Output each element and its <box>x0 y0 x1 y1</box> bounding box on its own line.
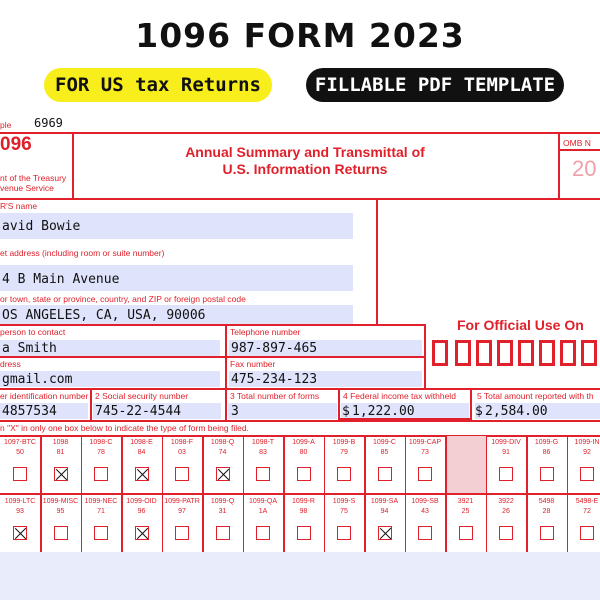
form-type-checkbox[interactable] <box>540 467 554 481</box>
form-type-name: 1099-Q <box>210 498 235 505</box>
email-value: gmail.com <box>2 372 73 387</box>
total-forms-label: 3 Total number of forms <box>230 391 320 401</box>
form-type-name: 1099-A <box>292 439 315 446</box>
city-value: OS ANGELES, CA, USA, 90006 <box>2 308 206 323</box>
form-title <box>140 144 470 178</box>
sample-code: 6969 <box>34 116 63 130</box>
form-type-code: 81 <box>56 449 65 456</box>
form-type-checkbox[interactable] <box>337 467 351 481</box>
form-type-checkbox-checked[interactable] <box>135 467 149 481</box>
fax-label: Fax number <box>230 359 276 369</box>
form-type-name: 1099-R <box>292 498 315 505</box>
form-type-checkbox-checked[interactable] <box>216 467 230 481</box>
form-type-checkbox[interactable] <box>418 526 432 540</box>
sample-label: ple <box>0 120 12 130</box>
form-type-code: 86 <box>542 449 551 456</box>
form-type-checkbox[interactable] <box>175 526 189 540</box>
form-type-code: 71 <box>97 508 105 515</box>
form-type-code: 03 <box>178 449 186 456</box>
form-type-code: 96 <box>137 508 146 515</box>
form-type-name: 5498 <box>538 498 555 505</box>
phone-label: Telephone number <box>230 327 301 337</box>
fax-value: 475-234-123 <box>231 372 318 387</box>
form-type-checkbox-checked[interactable] <box>378 526 392 540</box>
total-amount-dollar: $ <box>475 404 483 419</box>
form-title-line1: Annual Summary and Transmittal of <box>185 144 425 160</box>
form-type-code: 97 <box>178 508 186 515</box>
form-type-name: 1099-SA <box>370 498 399 505</box>
form-type-code: 95 <box>56 508 65 515</box>
form-type-checkbox[interactable] <box>54 526 68 540</box>
form-type-name: 1099-CAP <box>408 439 442 446</box>
form-type-code: 26 <box>502 508 510 515</box>
form-type-code: 94 <box>380 508 389 515</box>
ssn-value: 745-22-4544 <box>95 404 182 419</box>
ein-label: er identification number <box>0 391 89 401</box>
form-type-checkbox[interactable] <box>499 526 513 540</box>
form-type-name: 1098-E <box>130 439 153 446</box>
ssn-label: 2 Social security number <box>95 391 189 401</box>
form-type-name: 3922 <box>498 498 514 505</box>
form-type-checkbox[interactable] <box>580 467 594 481</box>
form-type-name: 1098 <box>52 439 69 446</box>
form-type-checkbox[interactable] <box>256 526 270 540</box>
fed-tax-dollar: $ <box>342 404 350 419</box>
form-type-checkbox[interactable] <box>297 526 311 540</box>
form-type-instruction: n "X" in only one box below to indicate the type of form being filed. <box>0 423 249 433</box>
form-type-checkbox-checked[interactable] <box>54 467 68 481</box>
form-type-checkbox[interactable] <box>378 467 392 481</box>
form-type-code: 80 <box>299 449 308 456</box>
form-type-name: 1099-PATR <box>164 498 200 505</box>
ein-value: 4857534 <box>2 404 57 419</box>
form-type-code: 78 <box>97 449 105 456</box>
form-type-code: 74 <box>218 449 227 456</box>
phone-value: 987-897-465 <box>231 341 318 356</box>
form-type-code: 75 <box>340 508 348 515</box>
form-type-code: 92 <box>583 449 591 456</box>
banner-title: 1096 FORM 2023 <box>135 16 465 55</box>
fillable-template-pill: FILLABLE PDF TEMPLATE <box>306 68 564 102</box>
form-type-code: 28 <box>542 508 551 515</box>
total-amount-label: 5 Total amount reported with th <box>477 391 594 401</box>
form-type-checkbox-checked[interactable] <box>135 526 149 540</box>
form-type-name: 1099-S <box>332 498 356 505</box>
form-type-name: 1099-LTC <box>4 498 36 505</box>
form-type-name: 1099-DIV <box>491 439 521 446</box>
fed-tax-label: 4 Federal income tax withheld <box>343 391 456 401</box>
form-type-code: 85 <box>380 449 389 456</box>
form-type-checkbox[interactable] <box>256 467 270 481</box>
form-type-name: 1097-BTC <box>4 439 36 446</box>
form-type-checkbox[interactable] <box>13 467 27 481</box>
form-type-name: 1099-C <box>373 439 396 446</box>
form-type-name: 5498-E <box>575 498 599 505</box>
form-type-checkbox[interactable] <box>337 526 351 540</box>
form-type-checkbox[interactable] <box>580 526 594 540</box>
form-type-name: 1098-T <box>251 439 275 446</box>
total-amount-value: 2,584.00 <box>485 404 548 419</box>
form-type-code: 25 <box>461 508 470 515</box>
city-label: or town, state or province, country, and ZIP or foreign postal code <box>0 294 246 304</box>
form-type-name: 1099-B <box>332 439 356 446</box>
form-type-code: 83 <box>259 449 267 456</box>
revenue-service: venue Service <box>0 183 54 193</box>
form-1096 <box>0 112 600 600</box>
form-type-checkbox[interactable] <box>459 526 473 540</box>
street-label: et address (including room or suite number) <box>0 248 165 258</box>
tax-year: 20 <box>572 156 597 181</box>
fed-tax-value: 1,222.00 <box>352 404 415 419</box>
bottom-area <box>0 552 600 600</box>
total-forms-field[interactable] <box>228 403 337 419</box>
form-type-name: 1099-G <box>534 439 559 446</box>
form-type-checkbox[interactable] <box>94 526 108 540</box>
form-title-line2: U.S. Information Returns <box>222 161 388 177</box>
filer-name-value: avid Bowie <box>2 219 81 234</box>
form-type-checkbox-checked[interactable] <box>13 526 27 540</box>
banner <box>0 0 600 112</box>
dept-treasury: nt of the Treasury <box>0 173 67 183</box>
form-type-checkbox[interactable] <box>418 467 432 481</box>
us-tax-returns-pill: FOR US tax Returns <box>44 68 272 102</box>
form-type-code: 50 <box>16 449 24 456</box>
form-type-checkbox[interactable] <box>216 526 230 540</box>
form-type-name: 1099-NEC <box>84 498 118 505</box>
form-type-name: 1098-C <box>89 439 113 446</box>
total-forms-value: 3 <box>231 404 239 419</box>
form-type-code: 91 <box>502 449 510 456</box>
form-type-name: 3921 <box>457 498 474 505</box>
street-value: 4 B Main Avenue <box>2 272 120 287</box>
form-type-code: 43 <box>421 508 429 515</box>
official-use-label: For Official Use On <box>457 317 584 333</box>
form-type-checkbox[interactable] <box>94 467 108 481</box>
form-type-code: 73 <box>421 449 429 456</box>
form-type-name: 1099-IN <box>574 439 600 446</box>
form-type-name: 1099-OID <box>126 498 157 505</box>
form-type-checkbox[interactable] <box>175 467 189 481</box>
form-number: 096 <box>0 134 32 155</box>
form-type-checkbox[interactable] <box>499 467 513 481</box>
contact-label: person to contact <box>0 327 66 337</box>
omb-label: OMB N <box>563 138 591 148</box>
form-type-code: 72 <box>583 508 591 515</box>
form-type-code: 1A <box>258 508 268 515</box>
form-type-checkbox[interactable] <box>540 526 554 540</box>
contact-value: a Smith <box>2 341 57 356</box>
form-type-code: 98 <box>299 508 308 515</box>
filer-name-label: R'S name <box>0 201 38 211</box>
form-type-name: 1098-Q <box>210 439 235 446</box>
form-type-name: 1098-F <box>170 439 194 446</box>
form-type-name: 1099-MISC <box>42 498 79 505</box>
form-type-name: 1099-QA <box>248 498 278 505</box>
form-type-name: 1099-SB <box>411 498 439 505</box>
form-type-code: 93 <box>16 508 24 515</box>
form-type-code: 79 <box>340 449 348 456</box>
form-type-code: 84 <box>137 449 146 456</box>
email-label: dress <box>0 359 21 369</box>
form-type-code: 31 <box>218 508 227 515</box>
form-type-checkbox[interactable] <box>297 467 311 481</box>
